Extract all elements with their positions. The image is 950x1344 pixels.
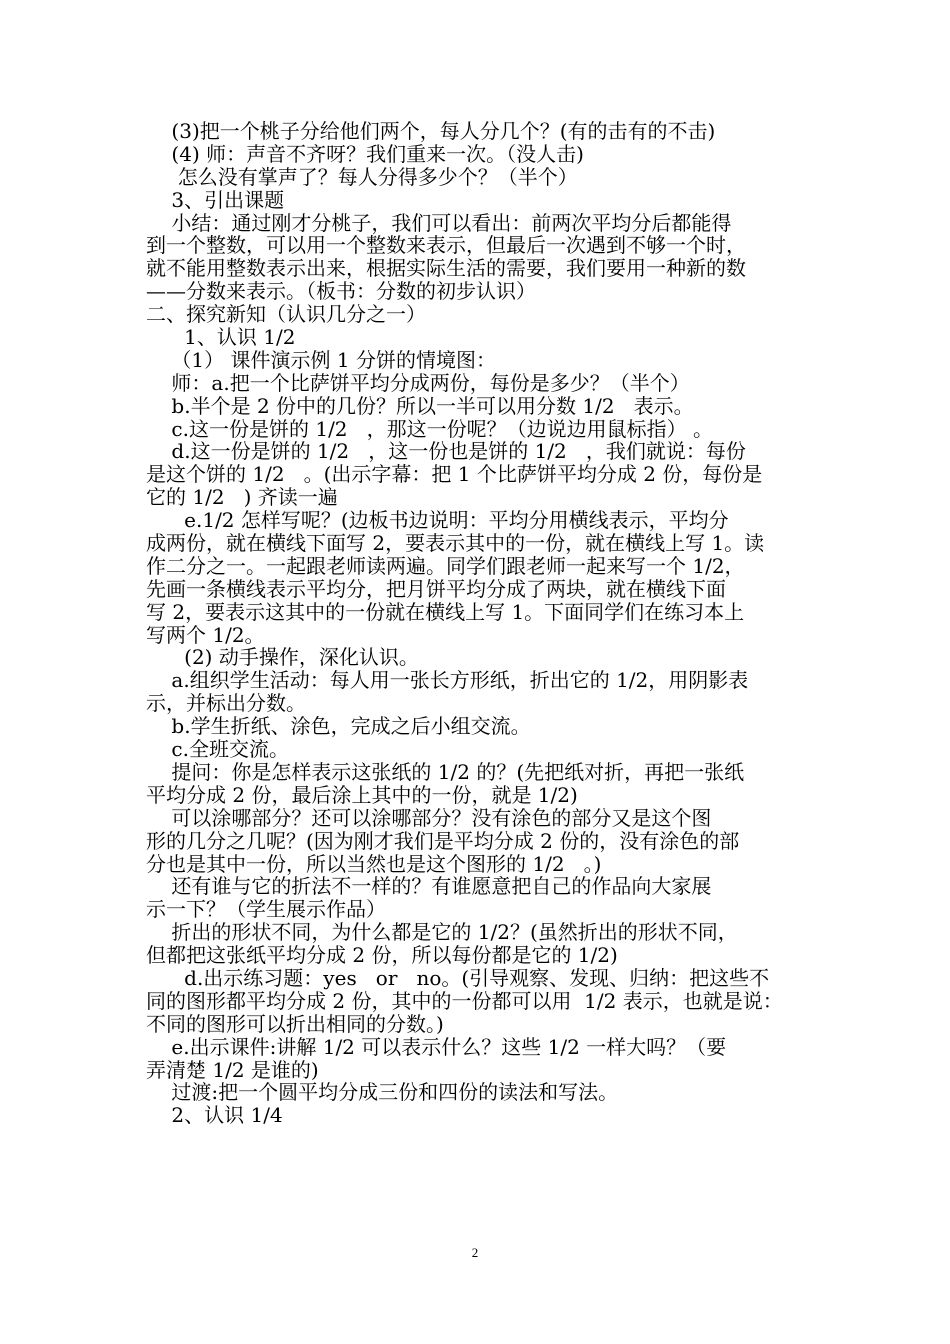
text-line: 怎么没有掌声了？每人分得多少个？（半个） [146,164,578,189]
text-line: 成两份，就在横线下面写 2，要表示其中的一份，就在横线上写 1。读 [146,531,765,556]
text-line: 小结：通过刚才分桃子，我们可以看出：前两次平均分后都能得 [146,210,732,235]
text-line: 师：a.把一个比萨饼平均分成两份，每份是多少？（半个） [146,370,690,395]
text-line: 平均分成 2 份，最后涂上其中的一份，就是 1/2) [146,782,578,807]
text-line: 但都把这张纸平均分成 2 份，所以每份都是它的 1/2) [146,943,618,968]
text-line: 3、引出课题 [146,187,285,212]
text-line: d.出示练习题：yes or no。(引导观察、发现、归纳：把这些不 [146,965,770,990]
text-line: 写 2，要表示这其中的一份就在横线上写 1。下面同学们在练习本上 [146,599,745,624]
text-line: 是这个饼的 1/2 。(出示字幕：把 1 个比萨饼平均分成 2 份，每份是 [146,462,763,487]
text-line: a.组织学生活动：每人用一张长方形纸，折出它的 1/2，用阴影表 [146,668,749,693]
text-line: 就不能用整数表示出来，根据实际生活的需要，我们要用一种新的数 [146,256,746,281]
page-number: 2 [471,1245,479,1260]
text-line: b.半个是 2 份中的几份？所以一半可以用分数 1/2 表示。 [146,393,694,418]
text-line: 形的几分之几呢？(因为刚才我们是平均分成 2 份的，没有涂色的部 [146,828,740,853]
document-body [146,120,811,1127]
text-line: b.学生折纸、涂色，完成之后小组交流。 [146,714,531,739]
text-line: 还有谁与它的折法不一样的？有谁愿意把自己的作品向大家展 [146,874,712,899]
text-line: 示，并标出分数。 [146,691,306,716]
text-line: 同的图形都平均分成 2 份，其中的一份都可以用 1/2 表示，也就是说： [146,988,783,1013]
text-line: 示一下？（学生展示作品） [146,897,386,922]
text-line: 2、认识 1/4 [146,1103,283,1128]
text-line: 到一个整数，可以用一个整数来表示，但最后一次遇到不够一个时， [146,233,746,258]
text-line: 可以涂哪部分？还可以涂哪部分？没有涂色的部分又是这个图 [146,805,712,830]
text-line: d.这一份是饼的 1/2 ，这一份也是饼的 1/2 ，我们就说：每份 [146,439,746,464]
text-line: e.出示课件:讲解 1/2 可以表示什么？这些 1/2 一样大吗？（要 [146,1034,727,1059]
text-line: 它的 1/2 ) 齐读一遍 [146,485,338,510]
text-line: c.全班交流。 [146,737,289,762]
text-line: 写两个 1/2。 [146,622,265,647]
text-line: 二、探究新知（认识几分之一） [146,302,426,327]
text-line: (4) 师：声音不齐呀？我们重来一次。（没人击) [146,141,584,166]
text-line: 作二分之一。一起跟老师读两遍。同学们跟老师一起来写一个 1/2， [146,553,745,578]
text-line: (2) 动手操作，深化认识。 [146,645,419,670]
text-line: （1） 课件演示例 1 分饼的情境图： [146,347,496,372]
text-line: 分也是其中一份，所以当然也是这个图形的 1/2 。) [146,851,602,876]
text-line: (3)把一个桃子分给他们两个，每人分几个？(有的击有的不击) [146,119,716,143]
text-line: 先画一条横线表示平均分，把月饼平均分成了两块，就在横线下面 [146,576,726,601]
text-line: 折出的形状不同，为什么都是它的 1/2？(虽然折出的形状不同， [146,920,738,945]
text-line: 提问：你是怎样表示这张纸的 1/2 的？(先把纸对折，再把一张纸 [146,759,745,784]
text-line: 弄清楚 1/2 是谁的) [146,1057,319,1082]
text-line: 过渡:把一个圆平均分成三份和四份的读法和写法。 [146,1080,619,1105]
text-line: e.1/2 怎样写呢？(边板书边说明：平均分用横线表示，平均分 [146,508,729,533]
text-line: 1、认识 1/2 [146,325,296,350]
text-line: c.这一份是饼的 1/2 ，那这一份呢？（边说边用鼠标指） 。 [146,416,713,441]
text-line: 不同的图形可以折出相同的分数。) [146,1011,444,1036]
text-line: ——分数来表示。（板书：分数的初步认识） [146,279,536,304]
